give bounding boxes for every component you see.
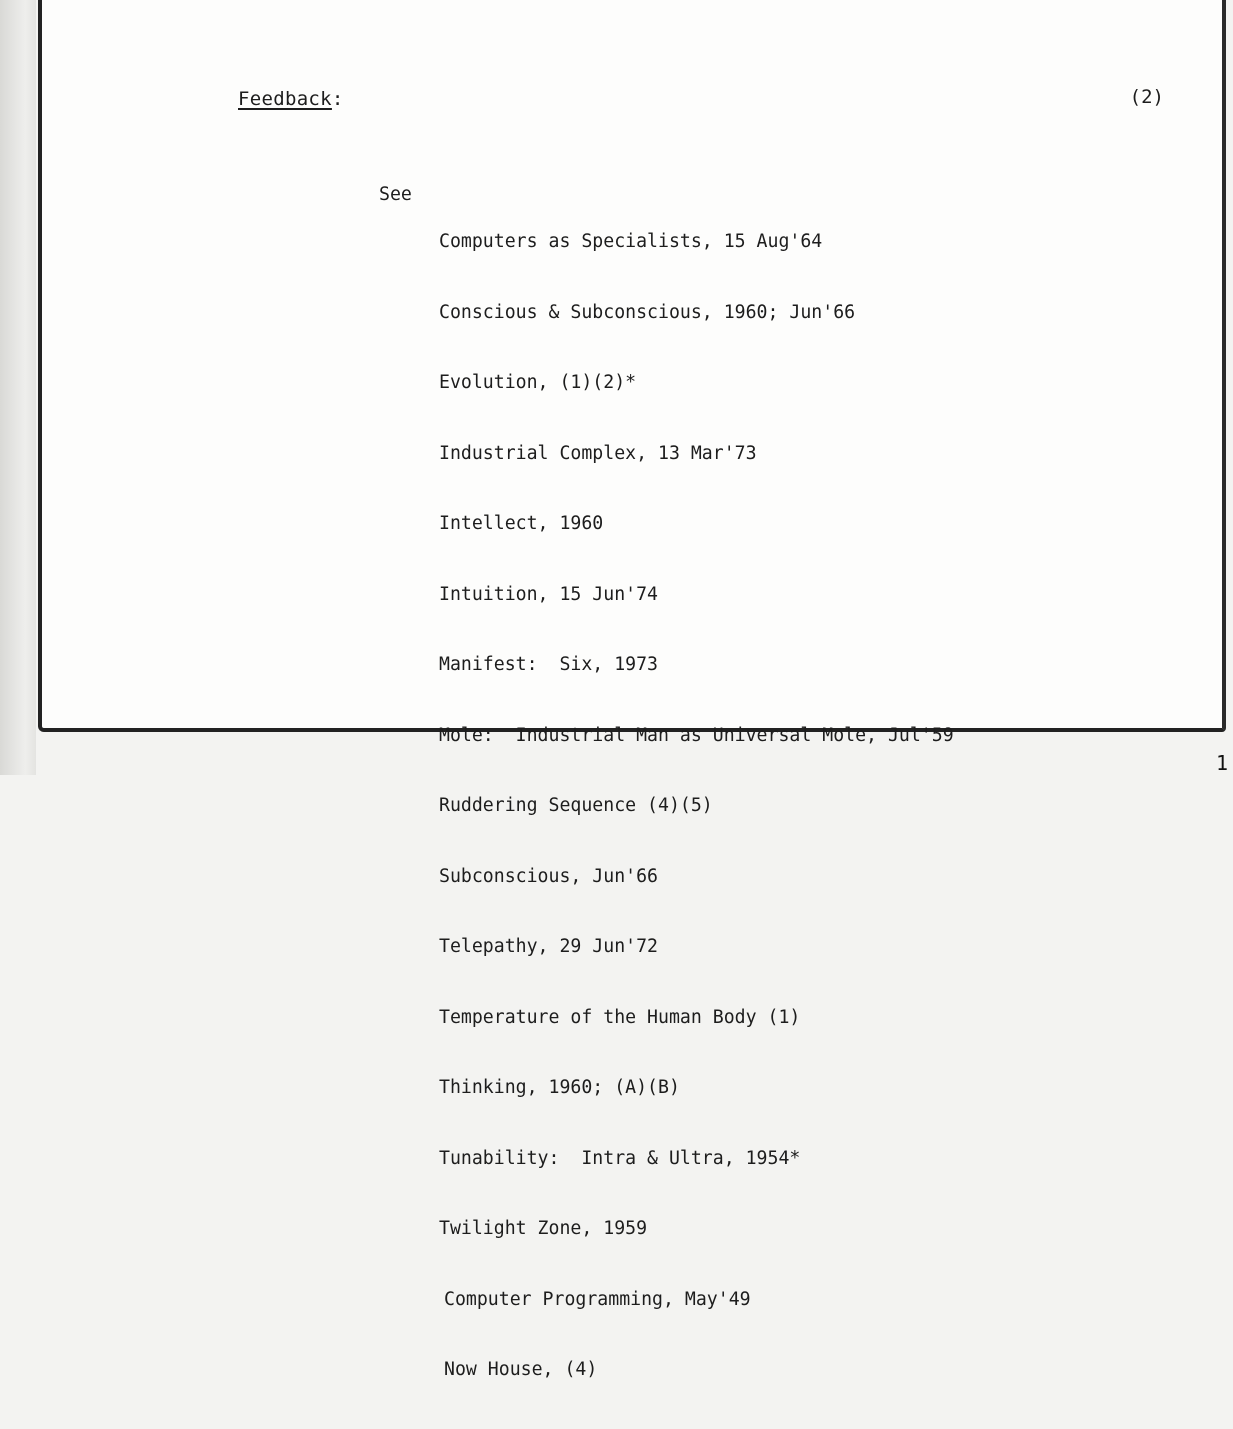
see-also-entry: Ruddering Sequence (4)(5) xyxy=(439,795,713,816)
see-also-entry: Telepathy, 29 Jun'72 xyxy=(439,936,658,957)
see-also-block xyxy=(379,183,954,1380)
see-also-entry: Industrial Complex, 13 Mar'73 xyxy=(439,442,757,464)
see-also-entry: Tunability: Intra & Ultra, 1954* xyxy=(439,1147,801,1169)
see-also-entry: Thinking, 1960; (A)(B) xyxy=(439,1077,680,1098)
page-edge-shadow xyxy=(0,0,36,775)
see-also-entry: Computers as Specialists, 15 Aug'64 xyxy=(439,231,823,252)
heading-word: Feedback xyxy=(238,88,332,110)
see-also-entry: Intellect, 1960 xyxy=(439,513,604,534)
see-also-entry: Computer Programming, May'49 xyxy=(444,1288,751,1310)
see-also-entry: Mole: Industrial Man as Universal Mole, Jul'59 xyxy=(439,724,954,746)
see-also-entry: Intuition, 15 Jun'74 xyxy=(439,583,658,605)
see-also-entry: Manifest: Six, 1973 xyxy=(439,654,658,675)
index-card xyxy=(38,0,1226,1380)
heading-colon: : xyxy=(331,88,344,110)
page-number: (2) xyxy=(1129,86,1164,108)
card-heading xyxy=(238,88,344,110)
see-also-entry: Now House, (4) xyxy=(444,1359,598,1380)
see-also-entry: Evolution, (1)(2)* xyxy=(439,372,637,393)
see-also-entry: Twilight Zone, 1959 xyxy=(439,1218,648,1239)
see-also-entry: Subconscious, Jun'66 xyxy=(439,865,658,887)
see-label: See xyxy=(379,184,412,205)
corner-mark: 1 xyxy=(1215,751,1228,775)
see-also-entry: Temperature of the Human Body (1) xyxy=(439,1006,801,1028)
see-also-entry: Conscious & Subconscious, 1960; Jun'66 xyxy=(439,301,856,323)
see-also-list xyxy=(439,183,954,1429)
